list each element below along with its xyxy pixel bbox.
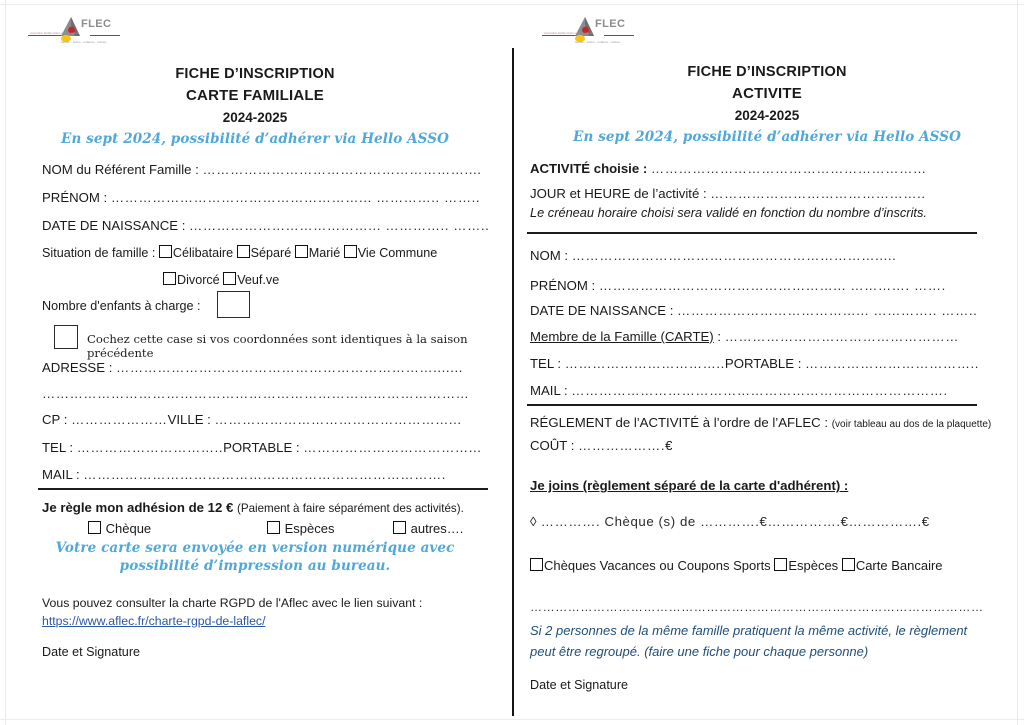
field-activite-nom[interactable] (530, 248, 896, 263)
left-heading-fiche: FICHE D’INSCRIPTION (175, 66, 335, 82)
carte-numerique-note-line2: possibilité d’impression au bureau. (119, 558, 391, 574)
cheque-amounts-line[interactable] (530, 514, 930, 529)
label-marie: Marié (308, 246, 341, 260)
rgpd-link[interactable]: https://www.aflec.fr/charte-rgpd-de-laflec/ (42, 614, 266, 628)
field-jour-heure[interactable] (530, 186, 926, 201)
right-separator-rule-1 (527, 232, 977, 234)
reglement-note: (voir tableau au dos de la plaquette) (831, 419, 992, 430)
adhesion-line (42, 499, 464, 517)
checkbox-especes-activite[interactable] (774, 558, 787, 571)
svg-text:association familles loisirs e: association familles loisirs enfance culture (544, 32, 593, 35)
label-veuf: Veuf.ve (237, 273, 280, 287)
regroupement-note-line2: peut être regroupé. (faire une fiche pour chaque personne) (530, 644, 869, 659)
label-vie-commune: Vie Commune (357, 246, 438, 260)
situation-famille-row1 (42, 245, 437, 260)
column-divider (512, 48, 514, 716)
field-activite-naissance-label: DATE DE NAISSANCE : (530, 303, 678, 318)
checkbox-marie[interactable] (295, 245, 308, 258)
lozenge-icon: ◊ (530, 514, 537, 529)
field-nom-referent-label: NOM du Référent Famille : (42, 162, 203, 177)
checkbox-cheque[interactable] (88, 521, 101, 534)
field-mail[interactable] (42, 467, 446, 482)
label-cheque: Chèque (105, 521, 152, 536)
checkbox-cheques-vacances[interactable] (530, 558, 543, 571)
field-jour-heure-label: JOUR et HEURE de l’activité : (530, 186, 711, 201)
left-date-signature: Date et Signature (42, 645, 141, 659)
checkbox-separe[interactable] (237, 245, 250, 258)
checkbox-celibataire[interactable] (159, 245, 172, 258)
field-activite-naissance[interactable] (530, 303, 977, 318)
svg-text:association familles loisirs e: association familles loisirs enfance culture (30, 32, 79, 35)
paiement-option-cheque[interactable] (88, 521, 151, 536)
page-border-left (5, 0, 6, 725)
paiement-option-especes[interactable] (267, 521, 335, 536)
field-cout-label: COÛT : (530, 438, 579, 453)
situation-famille-row2 (163, 272, 279, 287)
field-adresse-label: ADRESSE : (42, 360, 117, 375)
right-heading-activite: ACTIVITE (732, 85, 802, 102)
right-heading-year: 2024-2025 (734, 108, 800, 123)
cheque-amounts-value: …………. Chèque (s) de ………….€…………….€…………….€ (536, 514, 930, 529)
field-activite-portable-label: PORTABLE : (724, 356, 806, 371)
je-joins-title: Je joins (règlement séparé de la carte d'adhérent) : (530, 478, 849, 493)
coordonnees-identiques-label: Cochez cette case si vos coordonnées sont identiques à la saison précédente (87, 332, 468, 360)
field-activite-mail-label: MAIL : (530, 383, 572, 398)
svg-text:famille - loisirs - enfance -: famille - loisirs - enfance - culture (61, 40, 107, 44)
svg-text:FLEC: FLEC (595, 18, 626, 30)
regroupement-note-line1: Si 2 personnes de la même famille pratiquent la même activité, le règlement (530, 623, 968, 638)
aflec-logo-left (28, 13, 120, 47)
field-membre-famille[interactable] (530, 329, 959, 344)
field-ville-value: ……………………………………………... (214, 412, 462, 427)
label-carte-bancaire: Carte Bancaire (855, 558, 943, 573)
creneau-note: Le créneau horaire choisi sera validé en fonction du nombre d’inscrits. (530, 205, 927, 220)
field-adresse-line2[interactable]: ………………………………………………………………………………… (42, 386, 470, 401)
right-date-signature: Date et Signature (530, 678, 629, 692)
field-cp-value: ………………… (71, 412, 168, 427)
field-tel-portable[interactable] (42, 440, 482, 455)
right-helloasso-note: En sept 2024, possibilité d’adhérer via Hello ASSO (573, 129, 961, 145)
field-cout-value: ………………. (578, 438, 666, 453)
left-helloasso-note: En sept 2024, possibilité d’adhérer via Hello ASSO (61, 131, 449, 147)
svg-text:famille - loisirs - enfance -: famille - loisirs - enfance - culture (575, 40, 621, 44)
field-activite-prenom[interactable] (530, 278, 946, 293)
label-celibataire: Célibataire (172, 246, 234, 260)
label-especes: Espèces (284, 521, 335, 536)
field-tel-label: TEL : (42, 440, 77, 455)
page-border-right (1017, 0, 1018, 725)
field-adresse[interactable] (42, 360, 463, 375)
field-cout-unit: € (665, 438, 673, 453)
page-border-top (0, 4, 1024, 5)
right-heading-fiche: FICHE D’INSCRIPTION (687, 64, 847, 80)
field-cp-label: CP : (42, 412, 72, 427)
label-autres: autres…. (410, 521, 464, 536)
carte-numerique-note-line1: Votre carte sera envoyée en version numérique avec (55, 540, 455, 556)
field-nombre-enfants-label (42, 299, 201, 313)
field-portable-value: ………………………………... (303, 440, 482, 455)
field-activite-naissance-value: …………………………………... ………….. …….. (677, 303, 978, 318)
svg-text:FLEC: FLEC (81, 18, 112, 30)
checkbox-autres[interactable] (393, 521, 406, 534)
reglement-label: RÉGLEMENT de l’ACTIVITÉ à l’ordre de l’AFLEC : (530, 415, 832, 430)
aflec-logo-right (542, 13, 634, 47)
field-membre-famille-label: Membre de la Famille (CARTE) (530, 329, 714, 344)
left-separator-rule (38, 488, 488, 490)
adhesion-label: Je règle mon adhésion de 12 € (42, 500, 237, 515)
field-activite-choisie-value: …………………………………………………… (650, 161, 927, 176)
paiement-option-autres[interactable] (393, 521, 463, 536)
field-date-naissance-value: …………………………………... ………….. …….. (189, 218, 490, 233)
field-prenom-label: PRÉNOM : (42, 190, 111, 205)
field-adresse-value: ……………………………………………………………....... (116, 360, 463, 375)
field-nom-referent[interactable] (42, 162, 482, 177)
field-portable-label: PORTABLE : (223, 440, 304, 455)
rgpd-text: Vous pouvez consulter la charte RGPD de l'Aflec avec le lien suivant : (42, 596, 423, 610)
field-ville-label: VILLE : (167, 412, 215, 427)
field-activite-tel-label: TEL : (530, 356, 565, 371)
field-activite-prenom-label: PRÉNOM : (530, 278, 599, 293)
field-prenom-value: ………………………………………………... ………….. …….. (110, 190, 481, 205)
nombre-enfants-text: Nombre d'enfants à charge : (42, 299, 201, 313)
adhesion-note: (Paiement à faire séparément des activités). (236, 502, 464, 515)
field-membre-famille-colon: : (713, 329, 725, 344)
field-activite-mail-value: ………………………………………………………………………. (571, 383, 948, 398)
reglement-line (530, 414, 991, 432)
field-activite-tel-value: …………………………….. (564, 356, 725, 371)
field-activite-choisie[interactable] (530, 161, 927, 176)
nombre-enfants-input[interactable] (217, 291, 250, 318)
checkbox-coordonnees-identiques[interactable] (54, 325, 78, 349)
field-activite-portable-value: ……………………………….. (805, 356, 980, 371)
checkbox-divorce[interactable] (163, 272, 176, 285)
label-cheques-vacances: Chèques Vacances ou Coupons Sports (544, 558, 771, 573)
field-cp-ville[interactable] (42, 412, 462, 427)
field-mail-label: MAIL : (42, 467, 84, 482)
field-activite-tel-portable[interactable] (530, 356, 979, 371)
field-activite-prenom-value: ……………………………………………... …………. ……. (598, 278, 946, 293)
field-date-naissance-label: DATE DE NAISSANCE : (42, 218, 190, 233)
label-separe: Séparé (250, 246, 292, 260)
page-border-bottom (0, 719, 1024, 720)
checkbox-veuf[interactable] (223, 272, 236, 285)
field-nom-referent-value: ………………………………………………….... (202, 162, 482, 177)
left-heading-block (40, 66, 470, 147)
field-membre-famille-value: …………………………………………… (724, 329, 960, 344)
field-prenom[interactable] (42, 190, 480, 205)
checkbox-carte-bancaire[interactable] (842, 558, 855, 571)
field-activite-nom-label: NOM : (530, 248, 572, 263)
checkbox-especes[interactable] (267, 521, 280, 534)
field-jour-heure-value: ……………………………………….. (710, 186, 926, 201)
footer-dotted-line[interactable]: ……………………………………………………………………………………………… (530, 600, 984, 614)
left-heading-year: 2024-2025 (222, 110, 288, 125)
right-separator-rule-2 (527, 404, 977, 406)
label-especes-activite: Espèces (788, 558, 839, 573)
jejoins-options-row (530, 558, 943, 573)
field-date-naissance[interactable] (42, 218, 489, 233)
field-cout[interactable] (530, 438, 672, 453)
field-activite-choisie-label: ACTIVITÉ choisie : (530, 161, 651, 176)
field-activite-nom-value: …………………………………………………………..... (571, 248, 897, 263)
field-activite-mail[interactable] (530, 383, 948, 398)
left-heading-carte: CARTE FAMILIALE (186, 87, 324, 104)
right-heading-block (532, 64, 1002, 145)
label-divorce: Divorcé (177, 273, 220, 287)
situation-famille-label: Situation de famille : (42, 246, 159, 260)
field-mail-value: ……………………………………………………………………. (83, 467, 447, 482)
field-tel-value: ………………………….. (76, 440, 224, 455)
checkbox-vie-commune[interactable] (344, 245, 357, 258)
